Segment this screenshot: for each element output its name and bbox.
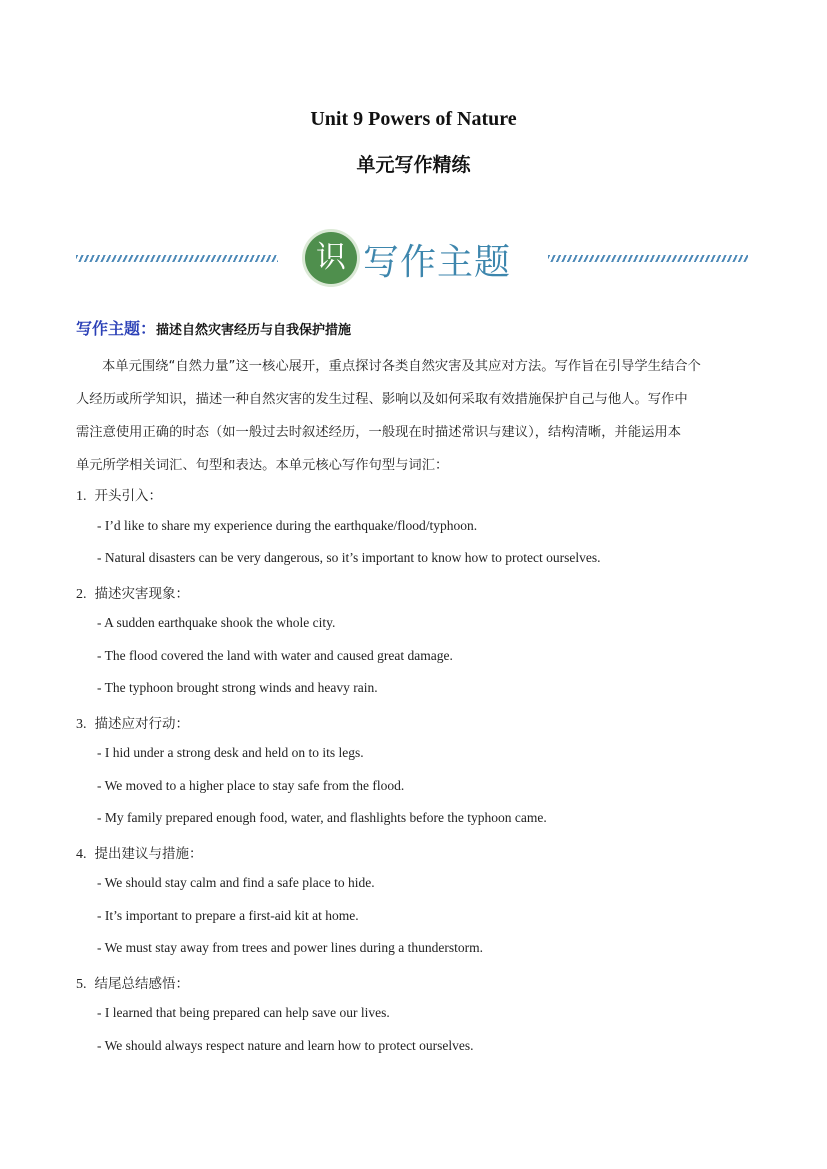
- section-heading: [76, 842, 203, 863]
- topic-label: 写作主题：: [76, 319, 157, 338]
- banner-stripe-right: [548, 255, 748, 262]
- page-subtitle: 单元写作精练: [356, 154, 471, 176]
- intro-line: 人经历或所学知识，描述一种自然灾害的发生过程、影响以及如何采取有效措施保护自己与他人。写作中: [76, 392, 688, 407]
- intro-line: 单元所学相关词汇、句型和表达。本单元核心写作句型与词汇：: [76, 458, 449, 473]
- list-item: - We should always respect nature and learn how to protect ourselves.: [97, 1038, 474, 1053]
- list-item: - I’d like to share my experience during the earthquake/flood/typhoon.: [97, 518, 478, 533]
- list-item: - My family prepared enough food, water, and flashlights before the typhoon came.: [97, 810, 547, 825]
- section-heading: [76, 712, 189, 733]
- section-heading: [76, 972, 189, 993]
- list-item: - A sudden earthquake shook the whole city.: [97, 615, 336, 630]
- writing-topic: [76, 316, 351, 339]
- banner-heading: 写作主题: [363, 242, 512, 283]
- section-number: 4.: [76, 847, 87, 862]
- banner-badge-icon: [305, 232, 357, 284]
- intro-line: 本单元围绕“自然力量”这一核心展开，重点探讨各类自然灾害及其应对方法。写作旨在引导学生结合个: [102, 359, 701, 374]
- section-number: 5.: [76, 977, 87, 992]
- intro-line: 需注意使用正确的时态（如一般过去时叙述经历，一般现在时描述常识与建议），结构清晰，并能运用本: [76, 425, 682, 440]
- section-number: 2.: [76, 587, 87, 602]
- section-heading: [76, 582, 189, 603]
- section-number: 1.: [76, 489, 87, 504]
- section-banner: [0, 228, 827, 290]
- unit-title: Unit 9 Powers of Nature: [310, 108, 517, 130]
- banner-badge-char: 识: [316, 240, 346, 275]
- list-item: - We must stay away from trees and power lines during a thunderstorm.: [97, 940, 483, 955]
- list-item: - Natural disasters can be very dangerous, so it’s important to know how to protect ourselves.: [97, 550, 601, 565]
- banner-stripe-left: [76, 255, 278, 262]
- topic-text: 描述自然灾害经历与自我保护措施: [156, 323, 352, 338]
- intro-paragraph: [76, 350, 752, 482]
- list-item: - I hid under a strong desk and held on to its legs.: [97, 745, 364, 760]
- list-item: - We should stay calm and find a safe place to hide.: [97, 875, 375, 890]
- section-title: 结尾总结感悟：: [94, 976, 189, 992]
- section-number: 3.: [76, 717, 87, 732]
- section-title: 描述应对行动：: [94, 716, 189, 732]
- list-item: - We moved to a higher place to stay safe from the flood.: [97, 778, 405, 793]
- section-title: 提出建议与措施：: [94, 846, 203, 862]
- list-item: - The flood covered the land with water and caused great damage.: [97, 648, 453, 663]
- section-title: 描述灾害现象：: [94, 586, 189, 602]
- list-item: - I learned that being prepared can help save our lives.: [97, 1005, 390, 1020]
- section-title: 开头引入：: [94, 488, 162, 504]
- list-item: - It’s important to prepare a first-aid kit at home.: [97, 908, 359, 923]
- section-heading: [76, 484, 162, 505]
- list-item: - The typhoon brought strong winds and heavy rain.: [97, 680, 378, 695]
